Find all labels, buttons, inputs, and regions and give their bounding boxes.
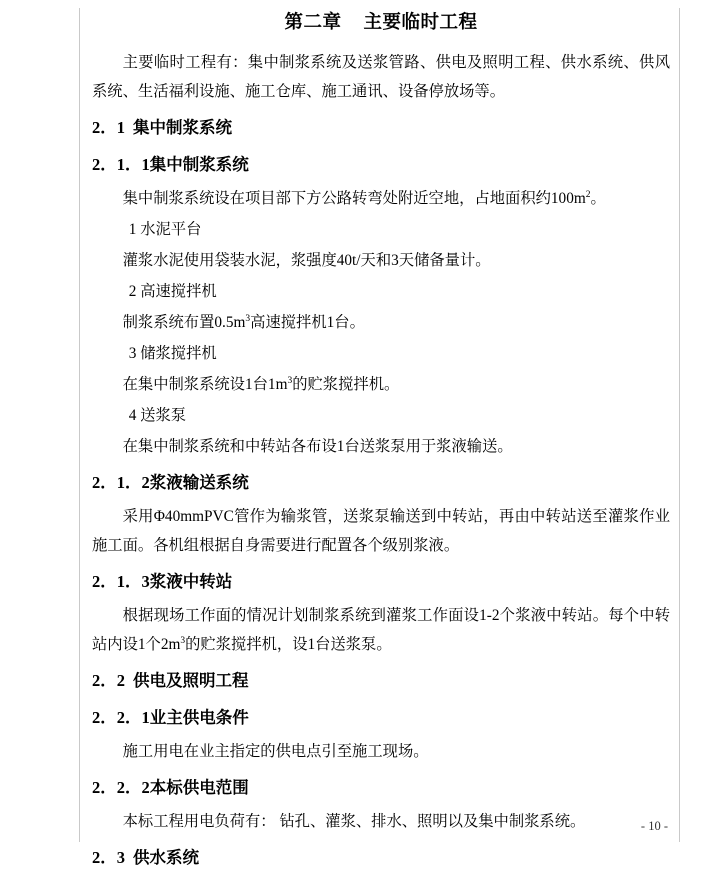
paragraph-2-2-2: 本标工程用电负荷有： 钻孔、灌浆、排水、照明以及集中制浆系统。: [122, 813, 586, 830]
heading-2-2-2: [92, 773, 670, 803]
paragraph-text: 集中制浆系统设在项目部下方公路转弯处附近空地，占地面积约100m: [122, 190, 586, 207]
superscript: 3: [180, 635, 186, 646]
heading-2-2: [92, 666, 670, 696]
heading-number: 2．2: [92, 671, 125, 690]
page-number: - 10 -: [640, 819, 668, 833]
paragraph-text-tail: 的贮浆搅拌机，设1台送浆泵。: [185, 636, 392, 653]
paragraph-text: 根据现场工作面的情况计划制浆系统到灌浆工作面设1-2个浆液中转站。每个中转站内设1个2m: [92, 607, 670, 653]
sub-item-4: 4 送浆泵: [128, 407, 187, 424]
document-content: [0, 8, 716, 873]
paragraph-item-4: 在集中制浆系统和中转站各布设1台送浆泵用于浆液输送。: [122, 438, 513, 455]
paragraph-2-1-3: [92, 601, 670, 659]
paragraph-2-1-1: [92, 184, 670, 213]
document-page: [0, 8, 716, 867]
heading-number: 2．2．1: [92, 708, 150, 727]
sub-item-1: 1 水泥平台: [128, 221, 202, 238]
paragraph-text-tail: 的贮浆搅拌机。: [292, 376, 400, 393]
heading-text: 集中制浆系统: [149, 155, 249, 174]
superscript: 3: [245, 313, 251, 324]
superscript: 3: [287, 375, 293, 386]
superscript: 2: [585, 189, 591, 200]
heading-2-1-1: [92, 150, 670, 180]
chapter-number: 第二章: [284, 13, 342, 33]
heading-number: 2．3: [92, 848, 125, 867]
paragraph-text: 在集中制浆系统设1台1m: [122, 376, 288, 393]
heading-text: 供电及照明工程: [133, 671, 249, 690]
paragraph-item-3: [92, 370, 670, 399]
heading-number: 2．1: [92, 118, 125, 137]
heading-2-1: [92, 113, 670, 143]
sub-item-2: 2 高速搅拌机: [128, 283, 217, 300]
paragraph-text-tail: 高速搅拌机1台。: [250, 314, 365, 331]
paragraph-text-tail: 。: [590, 190, 606, 207]
sub-item-3: 3 储浆搅拌机: [128, 345, 217, 362]
paragraph-2-2-1: 施工用电在业主指定的供电点引至施工现场。: [122, 743, 429, 760]
heading-number: 2．2．2: [92, 778, 150, 797]
paragraph-2-1-2: 采用Φ40mmPVC管作为输浆管，送浆泵输送到中转站，再由中转站送至灌浆作业施工面。各机组根据自身需要进行配置各个级别浆液。: [92, 508, 670, 554]
heading-text: 集中制浆系统: [133, 118, 232, 137]
heading-2-1-2: [92, 468, 670, 498]
paragraph-item-2: [92, 308, 670, 337]
heading-2-2-1: [92, 703, 670, 733]
heading-text: 供水系统: [133, 848, 199, 867]
heading-2-1-3: [92, 567, 670, 597]
heading-2-3: [92, 843, 670, 873]
heading-number: 2．1．2: [92, 473, 150, 492]
heading-number: 2．1．3: [92, 572, 150, 591]
chapter-title: 主要临时工程: [363, 13, 478, 33]
heading-number: 2．1．1: [92, 155, 150, 174]
heading-text: 本标供电范围: [149, 778, 249, 797]
paragraph-text: 制浆系统布置0.5m: [122, 314, 246, 331]
page-title: [92, 8, 670, 34]
intro-paragraph: 主要临时工程有：集中制浆系统及送浆管路、供电及照明工程、供水系统、供风系统、生活福利设施、施工仓库、施工通讯、设备停放场等。: [92, 54, 670, 100]
heading-text: 浆液输送系统: [149, 473, 249, 492]
paragraph-item-1: 灌浆水泥使用袋装水泥，浆强度40t/天和3天储备量计。: [122, 252, 491, 269]
heading-text: 浆液中转站: [149, 572, 233, 591]
heading-text: 业主供电条件: [149, 708, 249, 727]
